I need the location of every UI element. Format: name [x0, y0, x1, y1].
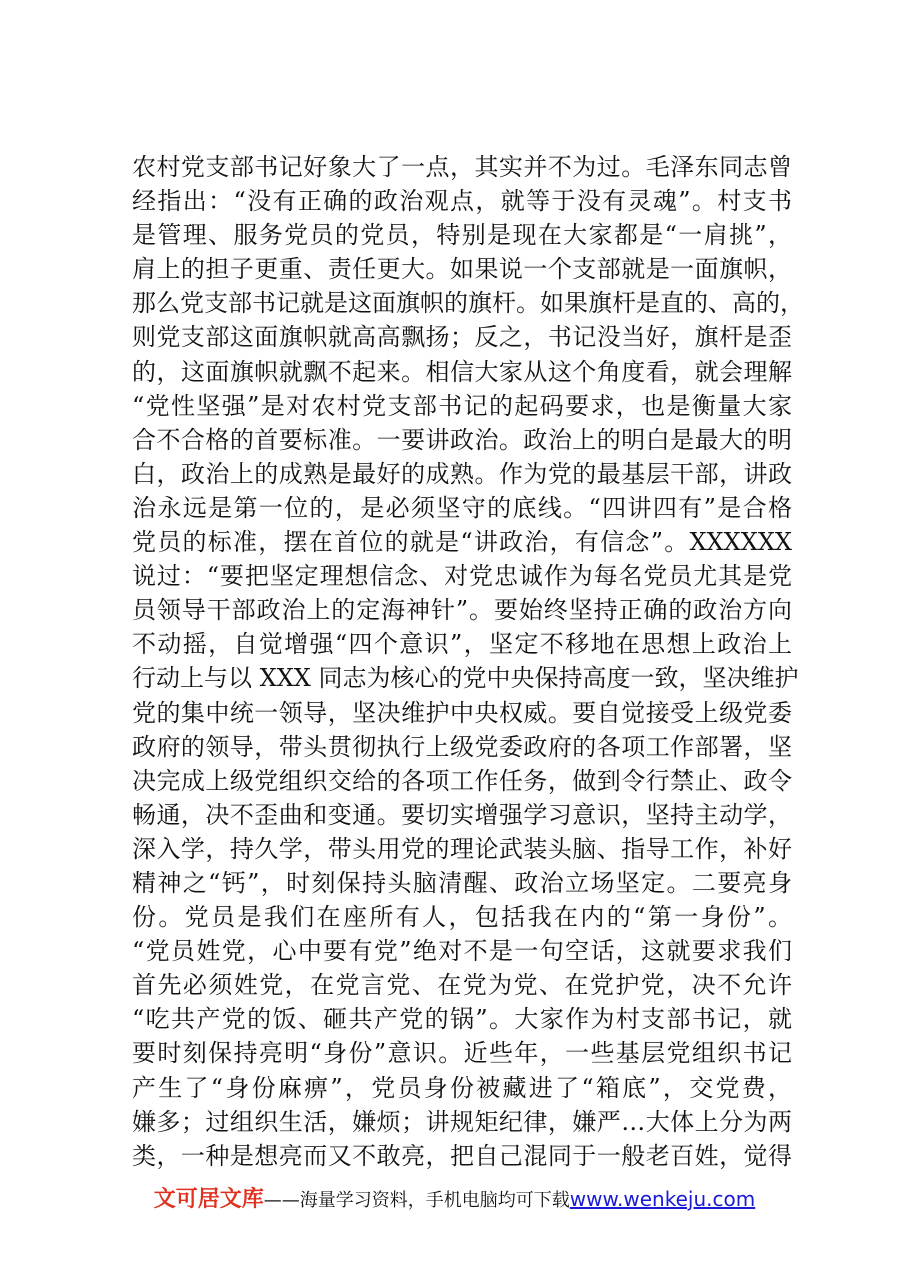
text-line: 行动上与以 XXX 同志为核心的党中央保持高度一致，坚决维护: [132, 664, 799, 693]
text-line: 说过：“要把坚定理想信念、对党忠诚作为每名党员尤其是党: [132, 562, 792, 591]
brand-name: 文可居文库: [153, 1187, 264, 1212]
text-line: 份。党员是我们在座所有人，包括我在内的“第一身份”。: [132, 903, 792, 932]
text-line: 的，这面旗帜就飘不起来。相信大家从这个角度看，就会理解: [132, 357, 792, 386]
website-link[interactable]: www.wenkeju.com: [569, 1187, 756, 1211]
text-line: 不动摇，自觉增强“四个意识”，坚定不移地在思想上政治上: [132, 630, 792, 659]
text-line: 白，政治上的成熟是最好的成熟。作为党的最基层干部，讲政: [132, 459, 792, 488]
text-line: 党员的标准，摆在首位的就是“讲政治，有信念”。XXXXXX: [132, 528, 792, 557]
text-line: 精神之“钙”，时刻保持头脑清醒、政治立场坚定。二要亮身: [132, 868, 792, 897]
text-line: 类，一种是想亮而又不敢亮，把自己混同于一般老百姓，觉得: [132, 1141, 792, 1170]
text-line: 合不合格的首要标准。一要讲政治。政治上的明白是最大的明: [132, 425, 792, 454]
text-line: “党员姓党，心中要有党”绝对不是一句空话，这就要求我们: [132, 937, 792, 966]
text-line: 决完成上级党组织交给的各项工作任务，做到令行禁止、政令: [132, 766, 792, 795]
text-line: “吃共产党的饭、砸共产党的锅”。大家作为村支部书记，就: [132, 1005, 792, 1034]
text-line: 政府的领导，带头贯彻执行上级党委政府的各项工作部署，坚: [132, 732, 792, 761]
text-line: 农村党支部书记好象大了一点，其实并不为过。毛泽东同志曾: [132, 153, 792, 181]
text-line: 肩上的担子更重、责任更大。如果说一个支部就是一面旗帜，: [132, 255, 792, 284]
footer-banner: [0, 1182, 909, 1213]
text-line: 经指出：“没有正确的政治观点，就等于没有灵魂”。村支书: [132, 187, 792, 216]
text-line: “党性坚强”是对农村党支部书记的起码要求，也是衡量大家: [132, 391, 792, 420]
text-line: 深入学，持久学，带头用党的理论武装头脑、指导工作，补好: [132, 834, 792, 863]
body-text: [132, 150, 804, 1173]
text-line: 那么党支部书记就是这面旗帜的旗杆。如果旗杆是直的、高的，: [132, 289, 804, 318]
text-line: 畅通，决不歪曲和变通。要切实增强学习意识，坚持主动学，: [132, 800, 792, 829]
text-line: 产生了“身份麻痹”，党员身份被藏进了“箱底”，交党费，: [132, 1073, 792, 1102]
text-line: 嫌多；过组织生活，嫌烦；讲规矩纪律，嫌严…大体上分为两: [132, 1107, 792, 1136]
text-line: 则党支部这面旗帜就高高飘扬；反之，书记没当好，旗杆是歪: [132, 323, 792, 352]
footer-tagline: ——海量学习资料，手机电脑均可下载: [263, 1190, 570, 1211]
text-line: 是管理、服务党员的党员，特别是现在大家都是“一肩挑”，: [132, 221, 792, 250]
text-line: 员领导干部政治上的定海神针”。要始终坚持正确的政治方向: [132, 596, 792, 625]
text-line: 要时刻保持亮明“身份”意识。近些年，一些基层党组织书记: [132, 1039, 792, 1068]
text-line: 党的集中统一领导，坚决维护中央权威。要自觉接受上级党委: [132, 698, 792, 727]
text-line: 治永远是第一位的，是必须坚守的底线。“四讲四有”是合格: [132, 493, 792, 522]
text-line: 首先必须姓党，在党言党、在党为党、在党护党，决不允许: [132, 971, 792, 1000]
